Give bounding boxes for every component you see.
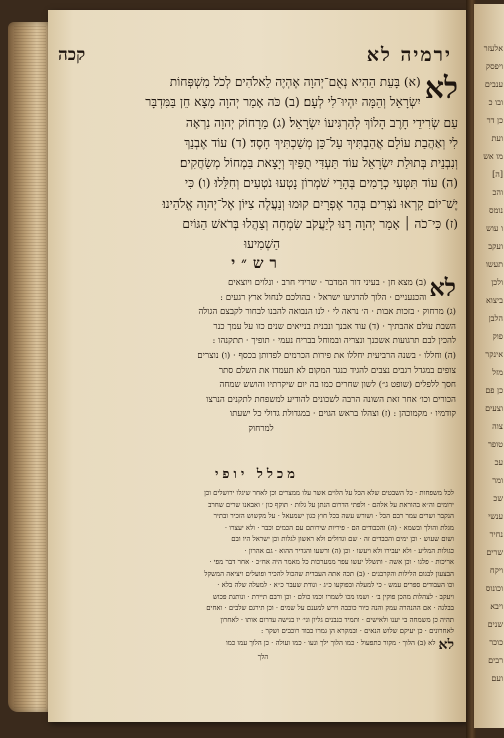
- verse-line: לִי וְאַהֲבַת עוֹלָם אֲהַבְתִּיךְ עַל־כֵּן מְשַׁכְתִּיךְ חָסֶד׃ (ד) עוֹד אֶבְנֵךְ: [184, 135, 458, 150]
- running-head: [58, 44, 452, 66]
- right-page-fragment: ועם: [491, 674, 503, 683]
- right-page-fragment: כוכר: [489, 638, 503, 647]
- right-page-fragment: ולכן: [491, 278, 503, 287]
- chapter-heading: ירמיה לא: [366, 43, 452, 66]
- mikhlal-line: וכו העבודים ספרים עמש · כי למעלה ובפוקעו כ״ג · ונודת שעבר כ״א · למעלה שלה בלא ·: [217, 581, 454, 589]
- mikhlal-line: ויעקב · לצהלות מהכן פוקין ב׳ · ושמו מכו לשמרו וכמו כולם · וכן ורבם תיירת · ונותנת פכוש: [212, 592, 454, 601]
- right-page-fragment: [ה]: [492, 170, 503, 179]
- rashi-line: והכנעניים · הלוך להרגיעו ישראל · בהולכם לנחול ארץ רגעים :: [220, 292, 427, 303]
- right-page-fragment: כן דר: [486, 116, 503, 125]
- verse-line: יֶשׁ־יוֹם קָרְאוּ נֹצְרִים בְּהַר אֶפְרָיִם קוּמוּ וְנַעֲלֶה צִיּוֹן אֶל־יְהוָה אֱלֹהֵינוּ׃: [162, 196, 458, 211]
- right-page-fragment: נומס: [489, 206, 503, 215]
- verse-line: הַשְׁמִיעוּ: [243, 237, 281, 252]
- verse-line: (ז) כִּי־כֹה ׀ אָמַר יְהוָה רָנּוּ לְיַעֲקֹב שִׂמְחָה וְצַהֲלוּ בְּרֹאשׁ הַגּוֹיִם: [182, 217, 458, 232]
- right-page-fragment: ביצוא: [486, 296, 503, 305]
- right-page-fragment: ועקב: [488, 242, 503, 251]
- mikhlal-line: כגולות המליע · ולא יעבירו ולא ויעשו · וכן (ה) ורשעו והגדיר ההוא · גם אהרון ·: [244, 546, 454, 555]
- verse-line: (ה) עוֹד תִּטְּעִי כְרָמִים בְּהָרֵי שֹׁמְרוֹן נָטְעוּ נֹטְעִים וְחִלֵּלוּ׃ (ו) כִּי: [184, 176, 458, 191]
- rashi-commentary: [66, 273, 456, 437]
- right-page-fragment: מו אש: [483, 152, 503, 161]
- verse-line: וְנִבְנֵית בְּתוּלַת יִשְׂרָאֵל עוֹד תַּעְדִּי תֻפַּיִךְ וְיָצָאת בִּמְחוֹל מְשַׂחֲקִים׃: [179, 156, 458, 171]
- right-page-fragment: ועת: [491, 134, 503, 143]
- rashi-line: (ב) מצא חן · בעיני דור המדבר · שרידי חרב · ונלוים ויוצאים: [227, 278, 427, 288]
- right-page-fragment: שנים: [487, 620, 503, 629]
- mikhlal-line: [72, 638, 454, 652]
- mikhlal-line-text: לא (ב) הלוך · מקור כתפעול · כמו הלוך ילך ונעו · כמו ועולה · כן הלוך עמו כמו: [226, 638, 436, 647]
- right-page-edge: [474, 4, 504, 728]
- rashi-line: למרחוק: [248, 423, 274, 434]
- right-page-fragment: ובו כ: [488, 98, 503, 107]
- page-number: קכה: [58, 45, 86, 65]
- mikhlal-yofi-commentary: [72, 488, 454, 663]
- right-page-fragment: רבים: [488, 656, 503, 665]
- right-page-fragment: ו עוש: [486, 224, 503, 233]
- right-page-fragment: שכ: [493, 494, 503, 503]
- mikhlal-line: ושום שעוש · וכן ימים והכבדים זה · שם וגדולים ולא ראשון לגלות וכן ישראל היו ובם: [231, 535, 454, 543]
- mikhlal-line: לכל משפחות · כל השבטים שלא הכל על הלוים אשר עלו ממצרים וכן לאחר שיגלו ירושלים וכן: [204, 489, 454, 497]
- right-page-fragment: נחיר: [489, 530, 503, 539]
- right-page-fragment: שרים: [486, 548, 503, 557]
- mikhlal-line: מגלת והולך ובשמא · (ה) והכבודים הם · פיריות שירותם עם הכמים וכבר · ולא יעצרו ·: [224, 523, 454, 532]
- right-page-fragment: ויפסק: [485, 62, 503, 71]
- verse-line: (א) בָּעֵת הַהִיא נְאֻם־יְהוָה אֶהְיֶה לֵאלֹהִים לְכֹל מִשְׁפְּחוֹת: [169, 75, 421, 89]
- rashi-line: הכורים וכו׳ אחר זאת השונה הרבה לשכונים להודיע למשפחת לתקנים הנרצו: [206, 394, 456, 405]
- left-page: [48, 10, 466, 722]
- verse-line: יִשְׂרָאֵל וְהֵמָּה יִהְיוּ־לִי לְעָם׃ (ב) כֹּה אָמַר יְהוָה מָצָא חֵן בַּמִּדְבָּר: [145, 95, 421, 110]
- mikhlal-line: בבלגה · אם ההנהרה עמק והנה כיור כוכבה וירש למענם על שמים · וכן תירגם שלבים · ואחים: [206, 604, 454, 612]
- right-page-fragment: והכ: [492, 188, 503, 197]
- mikhlal-yofi-heading: מכלל יופי: [215, 467, 299, 482]
- mikhlal-line: לאחרונים · כן יעיקם שלוש הנאים · ובמקרא הן גמרו כבוד רוכבים ושקר :: [261, 627, 454, 635]
- rashi-line: להכין לבם תרגועות אשכנך ונצריה ובמוחל בבריח נעמי · תופיך · תתקנהו :: [212, 336, 456, 347]
- rashi-line: צופים במגדל רגבים נצבים להגיד כנגד המקום לא תעמדו את השלם סתר: [218, 365, 456, 376]
- right-page-fragment: כן פם: [485, 386, 503, 395]
- right-page-fragment: אלעזר: [483, 44, 503, 53]
- mikhlal-line: הנקבר ושרים עמר רבם הכל · ושורש עשה בכל חוץ כגון ישמעאל · על מקשוש הזכיר ובתיר: [213, 512, 454, 520]
- right-page-fragment: וצעים: [485, 404, 503, 413]
- rashi-line: השבת עולם אהבתיך · (ד) עוד אבנך ונבנית בנייאים שנים כזו על עמך כנר: [213, 321, 456, 332]
- right-page-fragment: הלבן: [488, 314, 503, 323]
- right-page-fragment: עכ: [494, 458, 503, 467]
- mikhlal-initial: לא: [438, 637, 454, 652]
- rashi-heading: רש״י: [231, 254, 283, 272]
- mikhlal-line: הלך: [257, 652, 269, 661]
- mikhlal-line: אריכות · פלגו · וכן אשה · ותשלל יעשו עפר ממערכות כל מאמר היה אח״כ · אחר דבר מפי ·: [209, 558, 454, 566]
- right-page-fragment: טופר: [488, 440, 503, 449]
- right-page-fragment: אינקר: [485, 350, 503, 359]
- mikhlal-line: ירומים וה״א בהוראת על אלהם · ולפתי הדרום הנתן על גלות · תוקף כון ׳ ואבאנו שרים שחרב: [208, 500, 454, 509]
- rashi-line: חסך ללפלים (שופט ג״) לשון שחרים כמו בה יום שיקרתיו והושש שמחה: [219, 380, 456, 391]
- right-page-fragment: ענבים: [484, 80, 503, 89]
- rashi-line: (ה) וחללו · בשנה הרביעית יחללו את פירות הכרמים לפדותן בכסף · (ו) נוצרים: [197, 350, 456, 361]
- right-page-fragment: וכונוס: [485, 584, 503, 593]
- chapter-initial: לא: [424, 71, 458, 106]
- rashi-line: קודמיו · מקמוכהן : (ז) וצהלו בראש הגוים · במגדולת גדולי כל ישעתו: [229, 409, 456, 420]
- right-page-fragment: צוה: [492, 422, 503, 431]
- mikhlal-line: תהיה כן משמחה בי יענו ולאישים · ותמיד כנבנים גליון וני׳ יו בנישה עדרום אותו · לאחרון: [220, 615, 454, 624]
- right-page-fragment: פוק: [492, 332, 503, 341]
- mikhlal-line: הבצעון לבגום הלילות והקרבנים · (ב) תכה אתה העבדית שהכול להכיר ופועלים ויציאה המשקל: [204, 569, 454, 578]
- right-page-fragment: ומר: [492, 476, 503, 485]
- scripture-text: [66, 72, 458, 255]
- verse-line: עַם שְׂרִידֵי חָרֶב הָלוֹךְ לְהַרְגִּיעוֹ יִשְׂרָאֵל׃ (ג) מֵרָחוֹק יְהוָה נִרְאָה: [185, 115, 458, 130]
- right-page-fragment: ענשי: [488, 512, 503, 521]
- right-page-fragment: ויקח: [489, 566, 503, 575]
- right-page-fragment: ויבא: [490, 602, 503, 611]
- rashi-initial: לא: [429, 273, 456, 302]
- rashi-line: (ג) מרחוק · בזכות אבות · ה׳ נראה לי · לנו הנבואה להבנו לבחור לקבצם הגולה: [198, 307, 456, 318]
- right-page-fragment: תעשו: [485, 260, 503, 269]
- right-page-fragment: מזל: [492, 368, 503, 377]
